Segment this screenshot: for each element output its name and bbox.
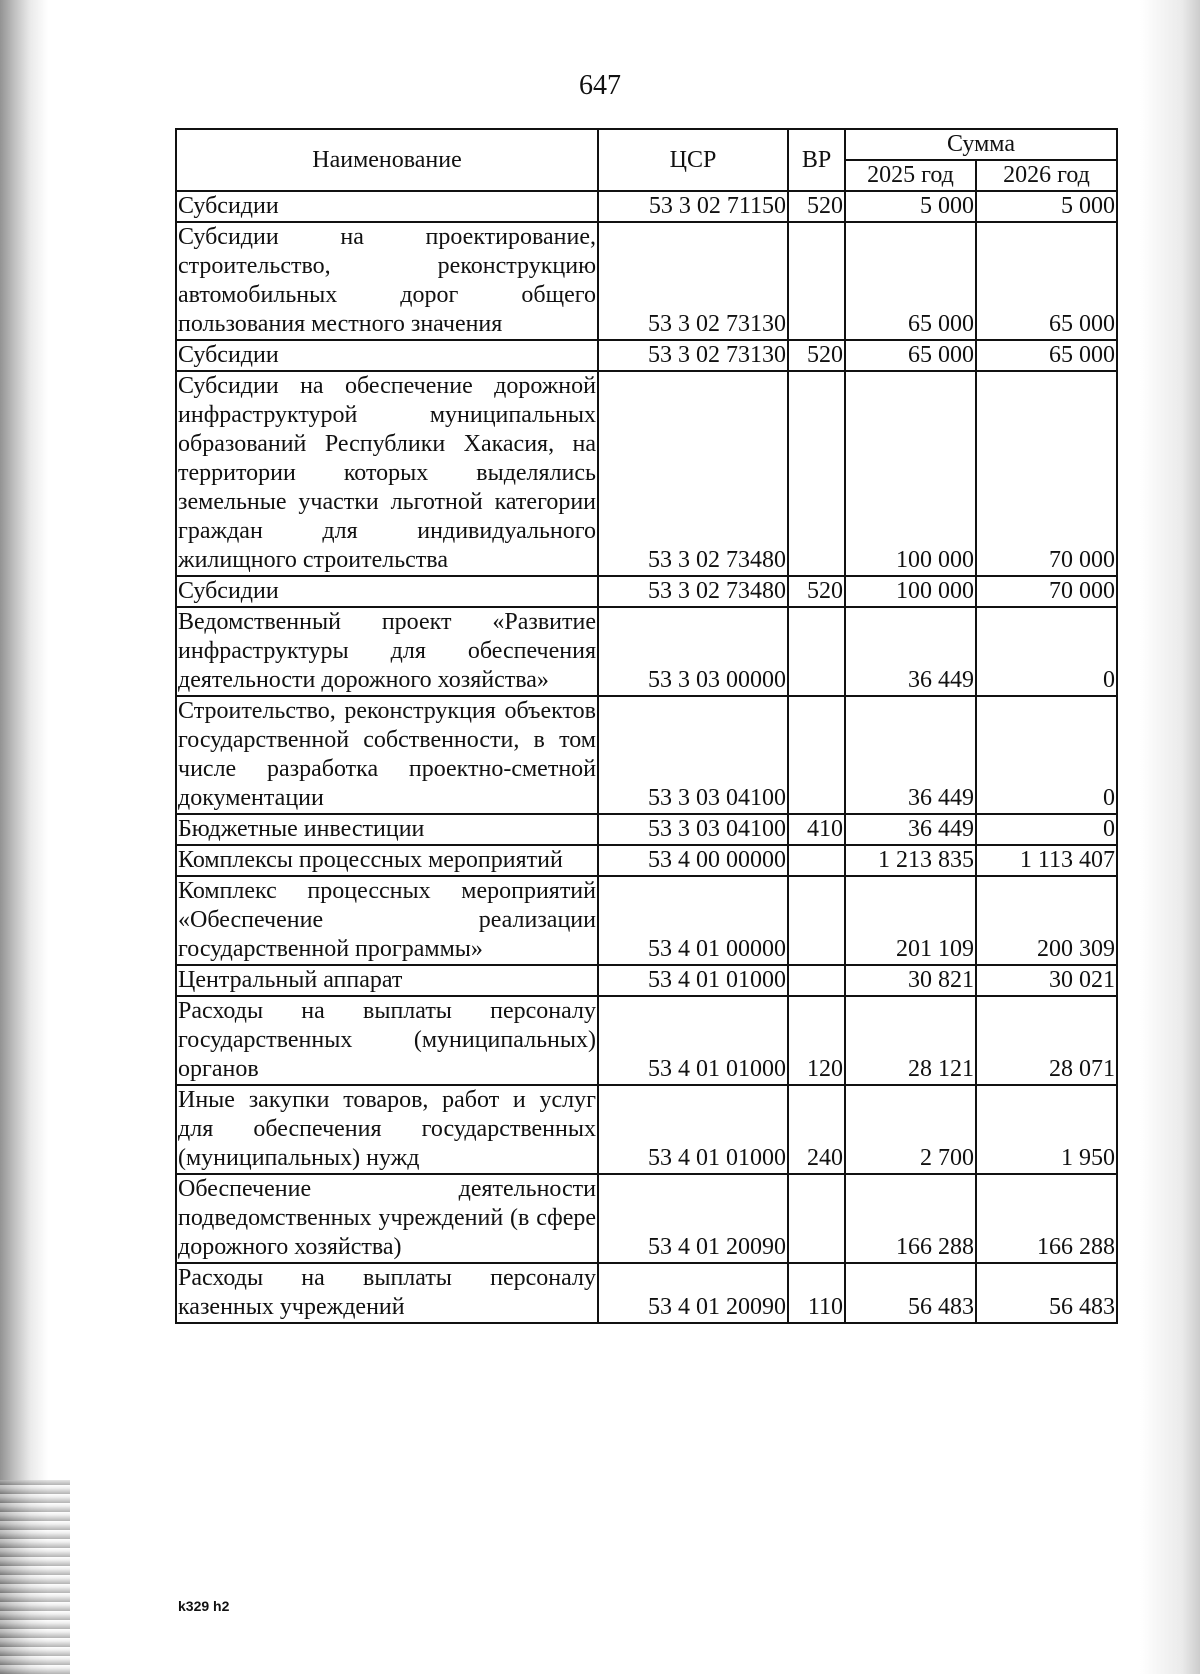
row-amount-2026-cell: 30 021 xyxy=(976,965,1117,996)
row-amount-2025-cell: 5 000 xyxy=(845,191,976,222)
row-amount-2025-cell: 30 821 xyxy=(845,965,976,996)
row-name-cell: Субсидии на обеспечение дорожной инфраструктурой муниципальных образований Республики Хакасия, на территории которых выделялись земельные участки льготной категории граждан для индивидуального жилищного строительства xyxy=(176,371,598,576)
table-row xyxy=(176,1085,1117,1174)
header-vr: ВР xyxy=(788,129,845,191)
row-csr-cell: 53 4 01 01000 xyxy=(598,965,788,996)
row-name-cell: Субсидии xyxy=(176,191,598,222)
row-vr-cell xyxy=(788,1174,845,1263)
row-name-cell: Обеспечение деятельности подведомственных учреждений (в сфере дорожного хозяйства) xyxy=(176,1174,598,1263)
row-vr-cell xyxy=(788,222,845,340)
row-csr-cell: 53 3 02 73130 xyxy=(598,222,788,340)
row-name-cell: Центральный аппарат xyxy=(176,965,598,996)
row-name-cell: Иные закупки товаров, работ и услуг для обеспечения государственных (муниципальных) нужд xyxy=(176,1085,598,1174)
header-name: Наименование xyxy=(176,129,598,191)
table-row xyxy=(176,996,1117,1085)
row-vr-cell: 520 xyxy=(788,191,845,222)
row-amount-2025-cell: 36 449 xyxy=(845,607,976,696)
row-name-cell: Расходы на выплаты персоналу государственных (муниципальных) органов xyxy=(176,996,598,1085)
header-year-2025: 2025 год xyxy=(845,160,976,191)
row-csr-cell: 53 3 02 73130 xyxy=(598,340,788,371)
row-amount-2025-cell: 56 483 xyxy=(845,1263,976,1323)
header-sum: Сумма xyxy=(845,129,1117,160)
row-amount-2026-cell: 65 000 xyxy=(976,340,1117,371)
table-row xyxy=(176,876,1117,965)
row-vr-cell: 240 xyxy=(788,1085,845,1174)
row-amount-2025-cell: 166 288 xyxy=(845,1174,976,1263)
row-amount-2026-cell: 28 071 xyxy=(976,996,1117,1085)
row-amount-2025-cell: 1 213 835 xyxy=(845,845,976,876)
row-csr-cell: 53 3 03 04100 xyxy=(598,696,788,814)
row-amount-2025-cell: 2 700 xyxy=(845,1085,976,1174)
table-row xyxy=(176,696,1117,814)
row-amount-2025-cell: 36 449 xyxy=(845,814,976,845)
row-amount-2025-cell: 100 000 xyxy=(845,576,976,607)
table-row xyxy=(176,845,1117,876)
row-name-cell: Бюджетные инвестиции xyxy=(176,814,598,845)
row-vr-cell xyxy=(788,845,845,876)
row-csr-cell: 53 4 01 20090 xyxy=(598,1263,788,1323)
row-amount-2026-cell: 0 xyxy=(976,607,1117,696)
scan-noise-left xyxy=(0,1480,70,1674)
table-row xyxy=(176,1263,1117,1323)
table-row xyxy=(176,222,1117,340)
table-row xyxy=(176,576,1117,607)
table-row xyxy=(176,1174,1117,1263)
table-row xyxy=(176,965,1117,996)
row-amount-2026-cell: 70 000 xyxy=(976,371,1117,576)
row-csr-cell: 53 4 01 20090 xyxy=(598,1174,788,1263)
table-row xyxy=(176,814,1117,845)
row-csr-cell: 53 4 00 00000 xyxy=(598,845,788,876)
row-csr-cell: 53 3 02 73480 xyxy=(598,371,788,576)
row-name-cell: Субсидии xyxy=(176,576,598,607)
row-amount-2025-cell: 65 000 xyxy=(845,340,976,371)
row-name-cell: Субсидии на проектирование, строительство, реконструкцию автомобильных дорог общего пользования местного значения xyxy=(176,222,598,340)
row-csr-cell: 53 4 01 01000 xyxy=(598,1085,788,1174)
row-csr-cell: 53 3 02 73480 xyxy=(598,576,788,607)
row-name-cell: Субсидии xyxy=(176,340,598,371)
row-vr-cell xyxy=(788,371,845,576)
row-amount-2026-cell: 0 xyxy=(976,814,1117,845)
row-amount-2026-cell: 65 000 xyxy=(976,222,1117,340)
row-amount-2026-cell: 70 000 xyxy=(976,576,1117,607)
row-name-cell: Расходы на выплаты персоналу казенных учреждений xyxy=(176,1263,598,1323)
scan-shadow-left xyxy=(0,0,48,1674)
row-csr-cell: 53 3 03 00000 xyxy=(598,607,788,696)
table-body xyxy=(176,191,1117,1323)
row-amount-2026-cell: 166 288 xyxy=(976,1174,1117,1263)
row-amount-2026-cell: 200 309 xyxy=(976,876,1117,965)
row-vr-cell: 520 xyxy=(788,340,845,371)
row-vr-cell: 410 xyxy=(788,814,845,845)
row-amount-2026-cell: 1 950 xyxy=(976,1085,1117,1174)
scan-shadow-right xyxy=(1140,0,1200,1674)
footer-code: k329 h2 xyxy=(178,1598,230,1614)
row-vr-cell: 110 xyxy=(788,1263,845,1323)
table-row xyxy=(176,340,1117,371)
row-csr-cell: 53 4 01 00000 xyxy=(598,876,788,965)
table-row xyxy=(176,191,1117,222)
row-amount-2025-cell: 201 109 xyxy=(845,876,976,965)
page-number: 647 xyxy=(579,70,621,101)
budget-table xyxy=(175,128,1118,1324)
table-row xyxy=(176,607,1117,696)
row-csr-cell: 53 3 02 71150 xyxy=(598,191,788,222)
row-vr-cell xyxy=(788,607,845,696)
row-name-cell: Комплексы процессных мероприятий xyxy=(176,845,598,876)
row-csr-cell: 53 3 03 04100 xyxy=(598,814,788,845)
row-amount-2026-cell: 56 483 xyxy=(976,1263,1117,1323)
header-year-2026: 2026 год xyxy=(976,160,1117,191)
row-amount-2026-cell: 0 xyxy=(976,696,1117,814)
row-amount-2026-cell: 1 113 407 xyxy=(976,845,1117,876)
header-csr: ЦСР xyxy=(598,129,788,191)
row-vr-cell xyxy=(788,696,845,814)
row-name-cell: Строительство, реконструкция объектов государственной собственности, в том числе разработка проектно-сметной документации xyxy=(176,696,598,814)
row-vr-cell xyxy=(788,876,845,965)
row-amount-2025-cell: 36 449 xyxy=(845,696,976,814)
row-amount-2026-cell: 5 000 xyxy=(976,191,1117,222)
row-name-cell: Ведомственный проект «Развитие инфраструктуры для обеспечения деятельности дорожного хозяйства» xyxy=(176,607,598,696)
row-vr-cell xyxy=(788,965,845,996)
row-vr-cell: 120 xyxy=(788,996,845,1085)
row-vr-cell: 520 xyxy=(788,576,845,607)
row-amount-2025-cell: 28 121 xyxy=(845,996,976,1085)
row-amount-2025-cell: 65 000 xyxy=(845,222,976,340)
table-row xyxy=(176,371,1117,576)
row-csr-cell: 53 4 01 01000 xyxy=(598,996,788,1085)
row-amount-2025-cell: 100 000 xyxy=(845,371,976,576)
table-header xyxy=(176,129,1117,191)
row-name-cell: Комплекс процессных мероприятий «Обеспечение реализации государственной программы» xyxy=(176,876,598,965)
